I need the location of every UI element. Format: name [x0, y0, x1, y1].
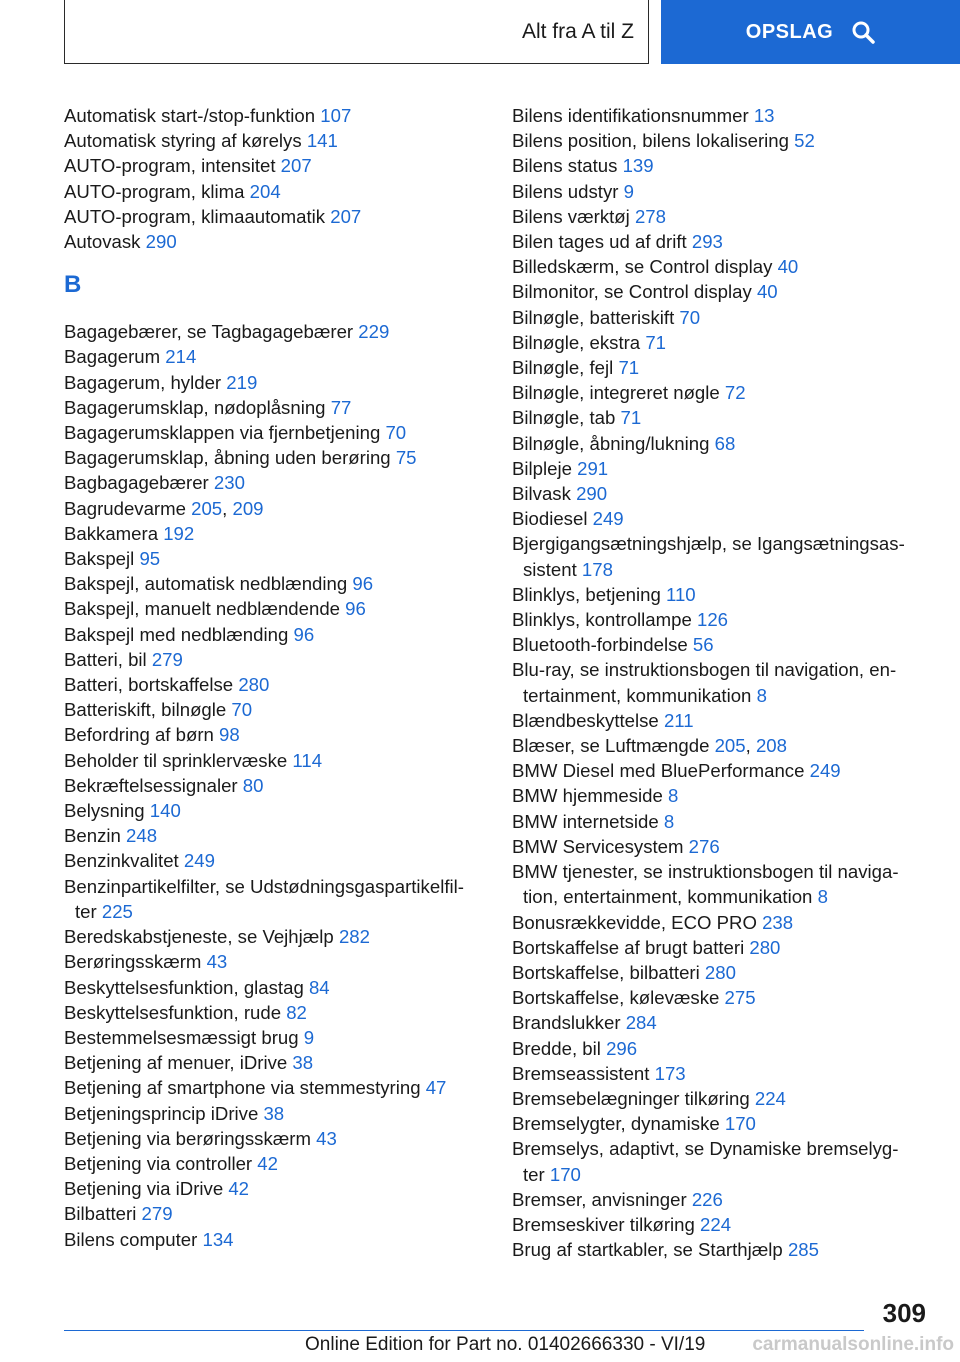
index-entry — [512, 935, 922, 960]
page-link[interactable]: 72 — [724, 382, 746, 404]
index-term: Brandslukker — [512, 1012, 626, 1034]
index-term: BMW internetside — [512, 810, 664, 832]
index-column-left — [64, 103, 484, 1252]
index-entry — [64, 924, 484, 949]
page-link[interactable]: 68 — [714, 432, 736, 454]
index-entries-b-continued — [512, 103, 922, 1262]
index-term: Automatisk styring af kørelys — [64, 130, 307, 152]
page-link[interactable]: 224 — [754, 1087, 786, 1109]
page-link[interactable]: 192 — [163, 522, 195, 544]
index-entry — [512, 960, 922, 985]
index-term: Bremseskiver tilkøring — [512, 1213, 701, 1235]
page-link[interactable]: 293 — [691, 231, 723, 253]
index-term: Bilnøgle, integreret nøgle — [512, 382, 725, 404]
page-link[interactable]: 280 — [704, 961, 736, 983]
page-link[interactable]: 84 — [308, 976, 330, 998]
index-term: Beskyttelsesfunktion, glastag — [64, 976, 309, 998]
index-entry — [512, 834, 922, 859]
index-entry — [512, 582, 922, 607]
index-term: Bagagebærer, se Tagbagagebærer — [64, 321, 359, 343]
index-term: Bremsebelægninger tilkøring — [512, 1087, 755, 1109]
index-term: Bilens udstyr — [512, 180, 624, 202]
index-entry — [64, 1126, 484, 1151]
index-term: Biodiesel — [512, 508, 593, 530]
index-entry — [512, 456, 922, 481]
page-link[interactable]: 170 — [549, 1163, 581, 1185]
index-entry — [512, 279, 922, 304]
index-term: Bilens identifikationsnummer — [512, 105, 754, 126]
page-link[interactable]: 173 — [654, 1062, 686, 1084]
index-term: Bilbatteri — [64, 1203, 142, 1225]
page-link[interactable]: 107 — [320, 105, 352, 126]
page-link[interactable]: 140 — [149, 800, 181, 822]
index-entry — [512, 708, 922, 733]
page-link[interactable]: 248 — [126, 825, 158, 847]
index-term: Beskyttelsesfunktion, rude — [64, 1001, 287, 1023]
footer-divider — [64, 1330, 864, 1331]
page-link[interactable]: 229 — [358, 321, 390, 343]
index-term: Bremselys, adaptivt, se Dynamiske bremselyg‐ ter — [512, 1138, 899, 1185]
page-link[interactable]: 224 — [700, 1213, 732, 1235]
page-link[interactable]: 208 — [755, 735, 787, 757]
page-link[interactable]: 96 — [345, 598, 366, 620]
index-term: Bilnøgle, ekstra — [512, 331, 646, 353]
index-entry — [64, 596, 484, 621]
page-link[interactable]: 98 — [219, 724, 240, 746]
index-entry — [512, 1136, 922, 1186]
index-entry — [512, 1187, 922, 1212]
index-entry — [512, 330, 922, 355]
index-entry — [64, 1101, 484, 1126]
index-term: Berøringsskærm — [64, 951, 207, 973]
page-link[interactable]: 207 — [280, 155, 312, 177]
page-link[interactable]: 211 — [663, 709, 694, 731]
index-term: Bjergigangsætningshjælp, se Igangsætningsas‐ sistent — [512, 533, 905, 580]
search-icon — [851, 20, 875, 44]
page-link[interactable]: 204 — [249, 180, 281, 202]
index-term: Bagagerum, hylder — [64, 371, 227, 393]
index-entry — [64, 1201, 484, 1226]
index-term: Bortskaffelse, bilbatteri — [512, 961, 705, 983]
index-term: Benzin — [64, 825, 127, 847]
page-link[interactable]: 8 — [668, 785, 679, 807]
page-link[interactable]: 80 — [242, 774, 264, 796]
page-link[interactable]: 40 — [756, 281, 778, 303]
index-term: Befordring af børn — [64, 724, 220, 746]
page-link[interactable]: 205 — [191, 497, 223, 519]
index-entry — [512, 985, 922, 1010]
index-term: AUTO-program, intensitet — [64, 155, 281, 177]
index-entry — [512, 355, 922, 380]
index-entry — [64, 622, 484, 647]
page-link[interactable]: 230 — [213, 472, 245, 494]
index-term: Bakspejl med nedblænding — [64, 623, 294, 645]
edition-text: Online Edition for Part no. 01402666330 - VI/19 — [305, 1334, 706, 1355]
letter-heading-b: B — [64, 271, 82, 299]
page-link[interactable]: 214 — [165, 346, 197, 368]
page-link[interactable]: 205 — [714, 735, 746, 757]
index-term: Bakspejl, automatisk nedblænding — [64, 573, 353, 595]
index-entry — [512, 481, 922, 506]
index-entry — [512, 153, 922, 178]
page-link[interactable]: 249 — [809, 760, 841, 782]
index-term: Blu-ray, se instruktionsbogen til navigation, en‐ tertainment, kommunikation — [512, 659, 897, 706]
index-term: Betjening via controller — [64, 1152, 258, 1174]
index-entry: Bagrudevarme 205, 209 — [64, 497, 264, 519]
index-entry — [64, 874, 484, 924]
index-entry — [64, 823, 484, 848]
page-link[interactable]: 282 — [338, 926, 370, 948]
index-column-right — [512, 103, 922, 1262]
index-term: Batteriskift, bilnøgle — [64, 699, 232, 721]
index-entry — [64, 571, 484, 596]
page-link[interactable]: 71 — [618, 357, 640, 379]
index-term: Bortskaffelse, kølevæske — [512, 987, 725, 1009]
index-entry — [64, 647, 484, 672]
index-entry — [64, 395, 484, 420]
index-entry: Blæser, se Luftmængde 205, 208 — [512, 735, 787, 757]
index-term: Bagbagagebærer — [64, 472, 214, 494]
index-entry — [512, 254, 922, 279]
index-entry — [64, 949, 484, 974]
page-link[interactable]: 279 — [141, 1203, 173, 1225]
index-entry — [64, 773, 484, 798]
index-term: Bilnøgle, batteriskift — [512, 306, 680, 328]
index-entry — [64, 229, 484, 254]
page-link[interactable]: 207 — [330, 205, 362, 227]
index-term: Bestemmelsesmæssigt brug — [64, 1026, 304, 1048]
index-term: BMW Diesel med BluePerformance — [512, 760, 810, 782]
index-entry — [512, 632, 922, 657]
index-term: Bilen tages ud af drift — [512, 231, 692, 253]
index-entry — [64, 848, 484, 873]
index-entry — [64, 748, 484, 773]
index-entry — [512, 506, 922, 531]
index-term: BMW tjenester, se instruktionsbogen til naviga‐ tion, entertainment, kommunikation — [512, 861, 899, 908]
page-link[interactable]: 38 — [263, 1102, 285, 1124]
page-link[interactable]: 275 — [724, 987, 756, 1009]
page-link[interactable]: 290 — [145, 231, 177, 253]
index-term: Betjening via iDrive — [64, 1178, 229, 1200]
page-link[interactable]: 71 — [620, 407, 642, 429]
index-term: Billedskærm, se Control display — [512, 256, 778, 278]
page-link[interactable]: 209 — [232, 497, 264, 519]
index-term: Bilnøgle, åbning/lukning — [512, 432, 715, 454]
page-link[interactable]: 56 — [692, 634, 714, 656]
page-link[interactable]: 38 — [292, 1052, 314, 1074]
index-term: Bremseassistent — [512, 1062, 655, 1084]
page-link[interactable]: 13 — [753, 105, 775, 126]
page-link[interactable]: 8 — [817, 886, 828, 908]
index-term: Blændbeskyttelse — [512, 709, 664, 731]
index-entry — [512, 229, 922, 254]
index-entry — [64, 546, 484, 571]
page-link[interactable]: 290 — [576, 483, 608, 505]
index-entry — [512, 1237, 922, 1262]
index-entry — [512, 103, 922, 128]
lookup-button[interactable] — [661, 0, 960, 64]
index-entry — [512, 657, 922, 707]
index-entries-b — [64, 319, 484, 1252]
index-term: Bilvask — [512, 483, 577, 505]
page-link[interactable]: 71 — [645, 331, 666, 353]
index-entry — [64, 798, 484, 823]
index-term: Brug af startkabler, se Starthjælp — [512, 1239, 788, 1261]
index-term: Batteri, bil — [64, 648, 152, 670]
index-term: Blinklys, betjening — [512, 583, 666, 605]
page-link[interactable]: 178 — [581, 558, 613, 580]
index-term: Bilens position, bilens lokalisering — [512, 130, 795, 152]
index-entry — [512, 204, 922, 229]
index-entry — [512, 1086, 922, 1111]
index-entry — [64, 103, 484, 128]
page-link[interactable]: 285 — [787, 1239, 819, 1261]
index-term: Autovask — [64, 231, 146, 253]
index-entry — [512, 128, 922, 153]
index-entry — [64, 697, 484, 722]
index-term: Bortskaffelse af brugt batteri — [512, 936, 750, 958]
index-term: Bilmonitor, se Control display — [512, 281, 757, 303]
index-term: Bilnøgle, tab — [512, 407, 621, 429]
index-term: Bredde, bil — [512, 1037, 607, 1059]
page-link[interactable]: 238 — [762, 911, 794, 933]
tab-a-to-z-label: Alt fra A til Z — [521, 19, 634, 43]
index-term: Bagagerumsklap, åbning uden berøring — [64, 447, 396, 469]
page-link[interactable]: 43 — [316, 1127, 337, 1149]
index-entry — [64, 344, 484, 369]
page-link[interactable]: 8 — [756, 684, 767, 706]
page-link[interactable]: 291 — [577, 457, 609, 479]
index-term: Bonusrækkevidde, ECO PRO — [512, 911, 763, 933]
index-term: Bagagerumsklap, nødoplåsning — [64, 396, 331, 418]
index-entry — [512, 783, 922, 808]
index-entry — [64, 370, 484, 395]
page-link[interactable]: 114 — [292, 749, 323, 771]
index-entry — [512, 607, 922, 632]
index-entry — [512, 758, 922, 783]
page-link[interactable]: 141 — [306, 130, 338, 152]
index-entry — [512, 179, 922, 204]
index-entry — [64, 1176, 484, 1201]
index-term: Bekræftelsessignaler — [64, 774, 243, 796]
index-entry — [64, 1025, 484, 1050]
page-link[interactable]: 134 — [202, 1228, 234, 1250]
index-term: Beredskabstjeneste, se Vejhjælp — [64, 926, 339, 948]
page-link[interactable]: 226 — [691, 1188, 723, 1210]
index-entry — [512, 305, 922, 330]
index-term: Automatisk start-/stop-funktion — [64, 105, 321, 126]
index-term: Bagagerumsklappen via fjernbetjening — [64, 422, 386, 444]
index-term: Bagagerum — [64, 346, 166, 368]
page-link[interactable]: 126 — [696, 609, 729, 631]
page-link[interactable]: 70 — [679, 306, 701, 328]
index-term: Batteri, bortskaffelse — [64, 674, 239, 696]
index-entry — [512, 1061, 922, 1086]
page-link[interactable]: 225 — [101, 900, 133, 922]
index-term: Bakspejl — [64, 548, 140, 570]
index-entry — [64, 975, 484, 1000]
index-entry — [64, 1000, 484, 1025]
index-entry — [512, 1036, 922, 1061]
index-entry — [64, 1151, 484, 1176]
page-link[interactable]: 42 — [257, 1152, 278, 1174]
index-term: Belysning — [64, 800, 150, 822]
index-term: Bilpleje — [512, 457, 578, 479]
lookup-label: OPSLAG — [745, 20, 834, 43]
index-term: Bilens status — [512, 155, 623, 177]
page-link[interactable]: 43 — [206, 951, 228, 973]
page-link[interactable]: 219 — [226, 371, 258, 393]
page-link[interactable]: 96 — [293, 623, 315, 645]
page-number: 309 — [882, 1298, 926, 1328]
page-link[interactable]: 170 — [724, 1113, 756, 1135]
index-entry — [512, 531, 922, 581]
page-link[interactable]: 139 — [622, 155, 654, 177]
page-link[interactable]: 40 — [777, 256, 799, 278]
index-term: Betjening via berøringsskærm — [64, 1127, 317, 1149]
page-link[interactable]: 249 — [183, 850, 215, 872]
index-entry — [64, 722, 484, 747]
index-term: Blinklys, kontrollampe — [512, 609, 697, 631]
index-term: Blæser, se Luftmængde — [512, 735, 715, 757]
index-term: Betjeningsprincip iDrive — [64, 1102, 264, 1124]
page-link[interactable]: 75 — [395, 447, 417, 469]
index-entry — [64, 319, 484, 344]
index-term: BMW hjemmeside — [512, 785, 669, 807]
page-link[interactable]: 9 — [303, 1026, 315, 1048]
index-term: AUTO-program, klimaautomatik — [64, 205, 331, 227]
page-link[interactable]: 9 — [623, 180, 634, 202]
index-entry — [512, 809, 922, 834]
index-entry — [64, 470, 484, 495]
index-entry — [512, 1111, 922, 1136]
page-link[interactable]: 279 — [151, 648, 183, 670]
index-entry — [512, 431, 922, 456]
index-entry — [64, 1075, 484, 1100]
index-term: Bremselygter, dynamiske — [512, 1113, 725, 1135]
index-entry — [64, 1050, 484, 1075]
watermark: carmanualsonline.info — [752, 1334, 954, 1355]
page-link[interactable]: 47 — [425, 1077, 447, 1099]
index-term: Betjening af smartphone via stemmestyring — [64, 1077, 426, 1099]
index-entry — [64, 521, 484, 546]
index-entries-a — [64, 103, 484, 254]
index-entry — [64, 420, 484, 445]
page-link[interactable]: 70 — [385, 422, 407, 444]
index-entry — [512, 405, 922, 430]
index-term: Bakspejl, manuelt nedblændende — [64, 598, 346, 620]
page-link[interactable]: 280 — [238, 674, 270, 696]
index-entry — [512, 859, 922, 909]
index-entry — [64, 445, 484, 470]
page-link[interactable]: 280 — [749, 936, 781, 958]
page-link[interactable]: 70 — [231, 699, 253, 721]
index-entry — [512, 1212, 922, 1237]
index-term: Betjening af menuer, iDrive — [64, 1052, 293, 1074]
index-term: Bakkamera — [64, 522, 164, 544]
page-link[interactable]: 77 — [330, 396, 352, 418]
index-term: AUTO-program, klima — [64, 180, 250, 202]
index-entry — [64, 179, 484, 204]
index-entry — [512, 380, 922, 405]
tab-a-to-z[interactable] — [64, 0, 649, 64]
index-term: Benzinkvalitet — [64, 850, 184, 872]
page-link[interactable]: 249 — [592, 508, 624, 530]
index-term: Beholder til sprinklervæske — [64, 749, 293, 771]
page-link[interactable]: 276 — [688, 835, 720, 857]
page-link[interactable]: 95 — [139, 548, 161, 570]
index-entry — [64, 128, 484, 153]
page-link[interactable]: 8 — [663, 810, 675, 832]
index-entry — [64, 1227, 484, 1252]
index-entry — [64, 153, 484, 178]
index-entry — [512, 910, 922, 935]
page-link[interactable]: 82 — [286, 1001, 307, 1023]
page-link[interactable]: 42 — [228, 1178, 250, 1200]
index-term: Bilens værktøj — [512, 205, 635, 227]
index-term: Bilens computer — [64, 1228, 203, 1250]
index-entry — [512, 1010, 922, 1035]
page-link[interactable]: 278 — [634, 205, 666, 227]
index-entry — [64, 204, 484, 229]
page-link[interactable]: 296 — [606, 1037, 638, 1059]
page-link[interactable]: 52 — [794, 130, 815, 152]
index-term: Bagrudevarme — [64, 497, 192, 519]
page-link[interactable]: 110 — [666, 583, 696, 605]
index-entry — [64, 672, 484, 697]
page-link[interactable]: 284 — [625, 1012, 657, 1034]
page-link[interactable]: 96 — [352, 573, 374, 595]
index-term: Bremser, anvisninger — [512, 1188, 692, 1210]
index-term: Bluetooth-forbindelse — [512, 634, 693, 656]
index-term: Bilnøgle, fejl — [512, 357, 619, 379]
index-term: BMW Servicesystem — [512, 835, 689, 857]
index-term: Benzinpartikelfilter, se Udstødningsgaspartikelfil‐ ter — [64, 875, 464, 922]
